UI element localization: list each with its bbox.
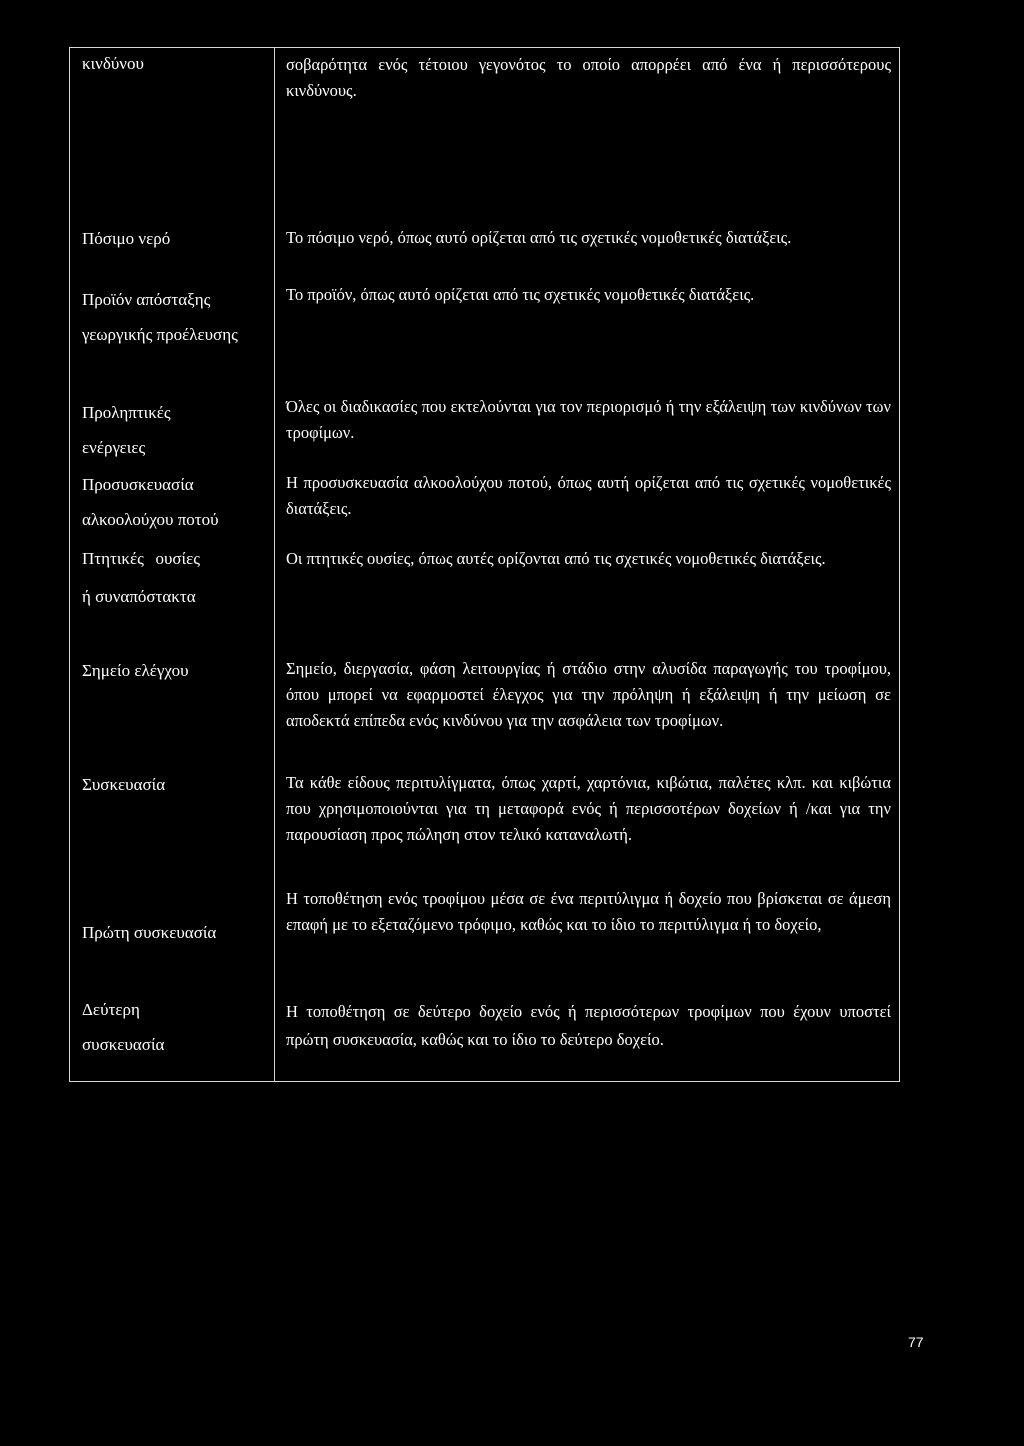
definitions-table	[69, 47, 900, 1082]
definition-agricultural-distillate: Το προϊόν, όπως αυτό ορίζεται από τις σχετικές νομοθετικές διατάξεις.	[286, 285, 755, 304]
definition-control-point: Σημείο, διεργασία, φάση λειτουργίας ή στάδιο στην αλυσίδα παραγωγής του τροφίμου, όπου μπορεί να εφαρμοστεί έλεγχος για την πρόληψη ή εξάλειψη ή την μείωση σε αποδεκτά επίπεδα ενός κινδύνου για την ασφάλεια των τροφίμων.	[286, 659, 891, 730]
term-agricultural-distillate: Προϊόν απόσταξης γεωργικής προέλευσης	[82, 290, 238, 344]
definition-secondary-packaging: Η τοποθέτηση σε δεύτερο δοχείο ενός ή περισσότερων τροφίμων που έχουν υποστεί πρώτη συσκευασία, καθώς και το ίδιο το δεύτερο δοχείο.	[286, 1002, 891, 1049]
definition-preventive-actions: Όλες οι διαδικασίες που εκτελούνται για τον περιορισμό ή την εξάλειψη των κινδύνων των τροφίμων.	[286, 397, 891, 442]
term-primary-packaging: Πρώτη συσκευασία	[82, 923, 217, 942]
column-divider	[274, 48, 275, 1081]
term-control-point: Σημείο ελέγχου	[82, 661, 189, 680]
definition-risk-continuation: σοβαρότητα ενός τέτοιου γεγονότος το οποίο απορρέει από ένα ή περισσότερους κινδύνους.	[286, 55, 891, 100]
term-alcoholic-drink-prepackaging: Προσυσκευασία αλκοολούχου ποτού	[82, 475, 219, 529]
definition-volatile-substances: Οι πτητικές ουσίες, όπως αυτές ορίζονται από τις σχετικές νομοθετικές διατάξεις.	[286, 549, 826, 568]
term-preventive-actions: Προληπτικές ενέργειες	[82, 403, 171, 457]
term-secondary-packaging: Δεύτερη συσκευασία	[82, 1000, 165, 1054]
term-volatile-substances: Πτητικές ουσίες ή συναπόστακτα	[82, 549, 200, 606]
definition-packaging: Τα κάθε είδους περιτυλίγματα, όπως χαρτί, χαρτόνια, κιβώτια, παλέτες κλπ. και κιβώτια που χρησιμοποιούνται για τη μεταφορά ενός ή περισσοτέρων δοχείων ή /και για την παρουσίαση προς πώληση στον τελικό καταναλωτή.	[286, 773, 891, 844]
definition-alcoholic-drink-prepackaging: Η προσυσκευασία αλκοολούχου ποτού, όπως αυτή ορίζεται από τις σχετικές νομοθετικές διατάξεις.	[286, 473, 891, 518]
term-drinking-water: Πόσιμο νερό	[82, 229, 171, 248]
definition-primary-packaging: Η τοποθέτηση ενός τροφίμου μέσα σε ένα περιτύλιγμα ή δοχείο που βρίσκεται σε άμεση επαφή με το εξεταζόμενο τρόφιμο, καθώς και το ίδιο το περιτύλιγμα ή το δοχείο,	[286, 889, 891, 934]
page-number: 77	[908, 1334, 924, 1350]
term-packaging: Συσκευασία	[82, 775, 166, 794]
term-risk-continuation: κινδύνου	[82, 54, 144, 73]
definition-drinking-water: Το πόσιμο νερό, όπως αυτό ορίζεται από τις σχετικές νομοθετικές διατάξεις.	[286, 228, 792, 247]
